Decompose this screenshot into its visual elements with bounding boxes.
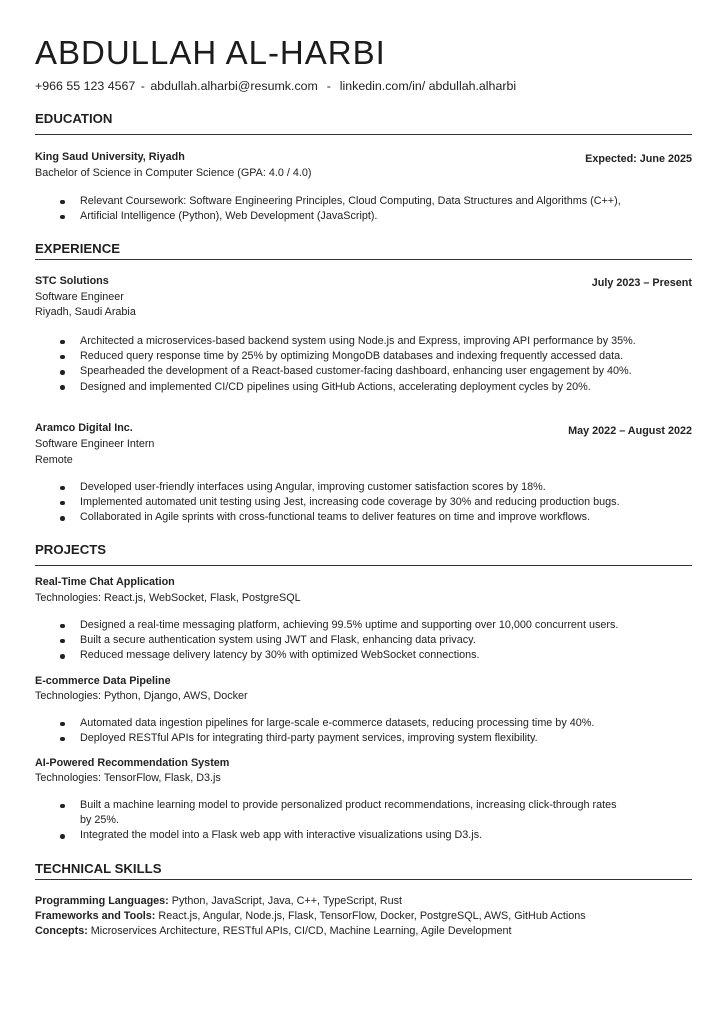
list-item: Reduced message delivery latency by 30% with optimized WebSocket connections.	[60, 648, 680, 663]
list-item: Built a machine learning model to provide personalized product recommendations, increasing click-through rates by 25%.	[60, 798, 625, 828]
list-item: Implemented automated unit testing using Jest, increasing code coverage by 30% and reducing production bugs.	[60, 495, 680, 510]
email-link[interactable]: abdullah.alharbi@resumk.com	[150, 79, 318, 93]
section-divider	[35, 565, 692, 566]
degree: Bachelor of Science in Computer Science (GPA: 4.0 / 4.0)	[35, 167, 312, 179]
separator: -	[326, 79, 331, 93]
company-name: Aramco Digital Inc.	[35, 422, 133, 434]
job-date: May 2022 – August 2022	[568, 425, 692, 437]
skills-row	[35, 894, 402, 908]
skills-value: React.js, Angular, Node.js, Flask, TensorFlow, Docker, PostgreSQL, AWS, GitHub Actions	[155, 910, 586, 922]
list-item: Designed a real-time messaging platform, achieving 99.5% uptime and supporting over 10,000 concurrent users.	[60, 618, 680, 633]
section-divider	[35, 259, 692, 260]
list-item: Automated data ingestion pipelines for large-scale e-commerce datasets, reducing processing time by 40%.	[60, 716, 680, 731]
project-bullets	[60, 716, 680, 746]
section-divider	[35, 879, 692, 880]
project-bullets	[60, 618, 680, 664]
list-item: Relevant Coursework: Software Engineering Principles, Cloud Computing, Data Structures and Algorithms (C++),	[60, 194, 680, 209]
project-bullets	[60, 798, 625, 844]
candidate-name: ABDULLAH AL-HARBI	[35, 34, 386, 71]
skills-label: Concepts:	[35, 925, 88, 937]
project-tech: Technologies: Python, Django, AWS, Docker	[35, 690, 248, 702]
project-name: AI-Powered Recommendation System	[35, 757, 230, 769]
job-date: July 2023 – Present	[591, 277, 692, 289]
list-item: Reduced query response time by 25% by optimizing MongoDB databases and indexing frequently accessed data.	[60, 349, 680, 364]
separator: -	[140, 79, 145, 93]
section-title-experience: EXPERIENCE	[35, 241, 121, 256]
skills-value: Microservices Architecture, RESTful APIs, CI/CD, Machine Learning, Agile Development	[87, 925, 512, 937]
project-name: Real-Time Chat Application	[35, 576, 175, 588]
job-location: Remote	[35, 454, 73, 466]
skills-row	[35, 909, 586, 923]
section-title-projects: PROJECTS	[35, 542, 107, 557]
phone-number: +966 55 123 4567	[35, 79, 136, 93]
education-bullets	[60, 194, 680, 224]
education-date: Expected: June 2025	[585, 153, 692, 165]
skills-row	[35, 924, 511, 938]
job-bullets	[60, 480, 680, 526]
job-bullets	[60, 334, 680, 395]
section-title-skills: TECHNICAL SKILLS	[35, 861, 162, 876]
project-tech: Technologies: React.js, WebSocket, Flask, PostgreSQL	[35, 592, 301, 604]
job-role: Software Engineer	[35, 291, 124, 303]
skills-label: Frameworks and Tools:	[35, 910, 156, 922]
list-item: Collaborated in Agile sprints with cross-functional teams to deliver features on time and improve workflows.	[60, 510, 680, 525]
list-item: Developed user-friendly interfaces using Angular, improving customer satisfaction scores by 18%.	[60, 480, 680, 495]
list-item: Deployed RESTful APIs for integrating third-party payment services, improving system flexibility.	[60, 731, 680, 746]
school-name: King Saud University, Riyadh	[35, 151, 185, 163]
project-name: E-commerce Data Pipeline	[35, 675, 171, 687]
project-tech: Technologies: TensorFlow, Flask, D3.js	[35, 772, 221, 784]
section-title-education: EDUCATION	[35, 111, 113, 126]
job-role: Software Engineer Intern	[35, 438, 155, 450]
skills-value: Python, JavaScript, Java, C++, TypeScript, Rust	[168, 895, 403, 907]
list-item: Built a secure authentication system using JWT and Flask, enhancing data privacy.	[60, 633, 680, 648]
job-location: Riyadh, Saudi Arabia	[35, 306, 136, 318]
list-item: Artificial Intelligence (Python), Web Development (JavaScript).	[60, 209, 680, 224]
skills-label: Programming Languages:	[35, 895, 169, 907]
linkedin-link[interactable]: linkedin.com/in/ abdullah.alharbi	[339, 79, 517, 93]
section-divider	[35, 134, 692, 135]
list-item: Architected a microservices-based backend system using Node.js and Express, improving API performance by 35%.	[60, 334, 680, 349]
list-item: Designed and implemented CI/CD pipelines using GitHub Actions, accelerating deployment cycles by 20%.	[60, 380, 680, 395]
list-item: Integrated the model into a Flask web app with interactive visualizations using D3.js.	[60, 828, 625, 843]
list-item: Spearheaded the development of a React-based customer-facing dashboard, enhancing user engagement by 40%.	[60, 364, 680, 379]
contact-line	[35, 78, 516, 94]
company-name: STC Solutions	[35, 275, 109, 287]
